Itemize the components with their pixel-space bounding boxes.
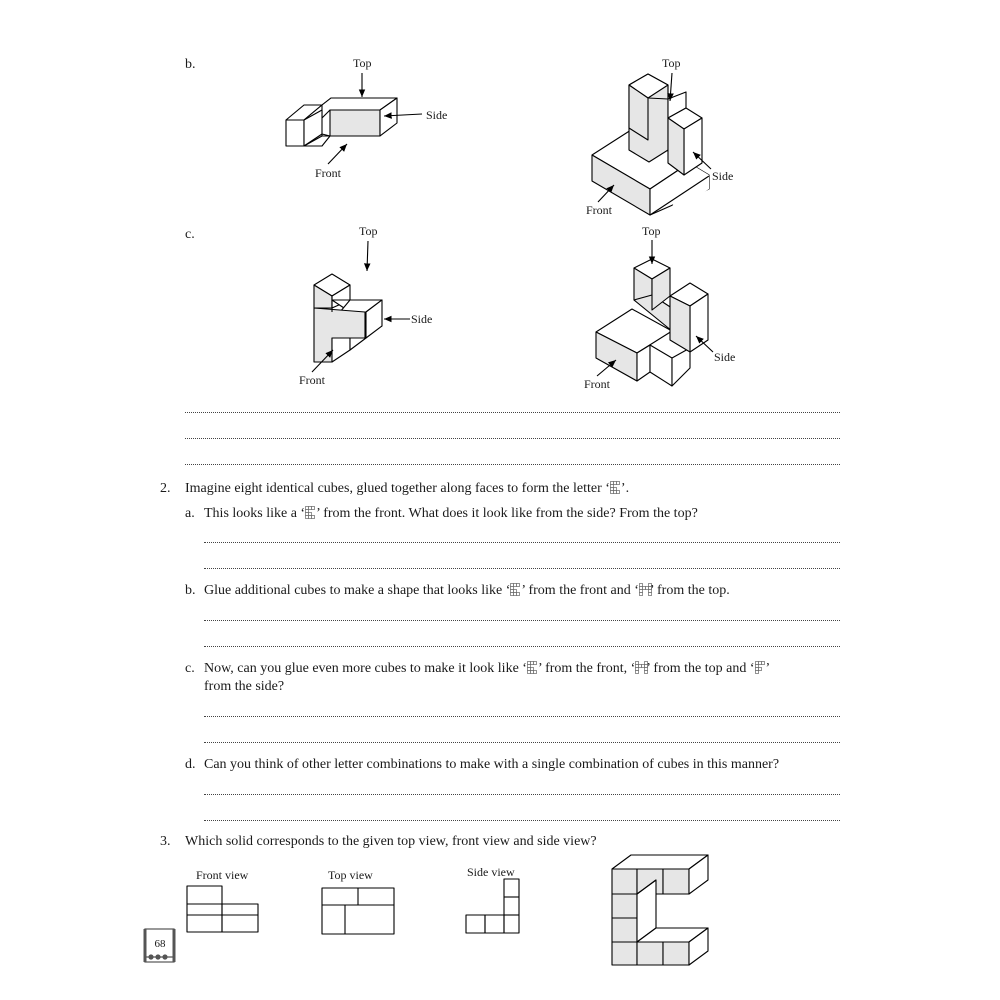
fig-b-left-top-label: Top (353, 56, 372, 70)
answer-line[interactable] (185, 438, 840, 439)
fig-c-right-front-label: Front (584, 377, 611, 391)
fig-c-right-top-label: Top (642, 224, 661, 238)
q2b-text: Glue additional cubes to make a shape that looks like ‘ ’ from the front and ‘ ’ from the top. (204, 583, 730, 598)
q2a-text: This looks like a ‘ ’ from the front. What does it look like from the side? From the top? (204, 506, 698, 521)
q2a-label: a. (185, 506, 195, 521)
answer-line[interactable] (204, 794, 840, 795)
q2b-label: b. (185, 583, 196, 598)
figure-c-right-solid (596, 259, 708, 386)
part-c-label: c. (185, 227, 195, 242)
answer-line[interactable] (204, 542, 840, 543)
fig-b-left-front-label: Front (315, 166, 342, 180)
answer-line[interactable] (204, 620, 840, 621)
letter-e-cube-glyph-icon (305, 506, 316, 519)
fig-c-left-side-label: Side (411, 312, 433, 326)
fig-b-left-side-label: Side (426, 108, 448, 122)
answer-line[interactable] (204, 742, 840, 743)
answer-line[interactable] (185, 464, 840, 465)
fig-b-right-side-label: Side (712, 169, 734, 183)
page-number: 68 (154, 938, 166, 950)
q3-front-view-drawing (187, 886, 258, 932)
q3-number: 3. (160, 834, 171, 849)
letter-e-cube-glyph-icon (510, 583, 521, 596)
q3-top-view-drawing (322, 888, 394, 934)
letter-e-cube-glyph-icon (527, 661, 538, 674)
fig-c-left-front-label: Front (299, 373, 326, 387)
q2c-text: Now, can you glue even more cubes to make it look like ‘ ’ from the front, ‘ ’ from the top and ‘ ’ (204, 661, 771, 676)
q2-number: 2. (160, 481, 171, 496)
fig-b-right-front-label: Front (586, 203, 613, 217)
top-view-caption: Top view (328, 868, 373, 882)
fig-b-right-top-label: Top (662, 56, 681, 70)
side-view-caption: Side view (467, 865, 515, 879)
letter-h-cube-glyph-icon (639, 583, 650, 596)
answer-line[interactable] (204, 568, 840, 569)
answer-line[interactable] (204, 716, 840, 717)
answer-line[interactable] (185, 412, 840, 413)
figure-c-left-solid (314, 274, 382, 362)
q2c-label: c. (185, 661, 195, 676)
answer-line[interactable] (204, 820, 840, 821)
q2d-text: Can you think of other letter combinations to make with a single combination of cubes in this manner? (204, 757, 780, 772)
answer-line[interactable] (204, 646, 840, 647)
figure-b-right-solid (592, 74, 709, 215)
letter-f-cube-glyph-icon (755, 661, 766, 674)
q2c-text-line2: from the side? (204, 679, 285, 694)
fig-c-right-side-label: Side (714, 350, 736, 364)
letter-e-cube-glyph-icon (610, 481, 621, 494)
q2-stem: Imagine eight identical cubes, glued together along faces to form the letter ‘ ’. (185, 481, 630, 496)
q3-text: Which solid corresponds to the given top view, front view and side view? (185, 834, 597, 849)
q2d-label: d. (185, 757, 196, 772)
front-view-caption: Front view (196, 868, 249, 882)
q3-c-shaped-solid (612, 855, 708, 965)
q3-side-view-drawing (466, 879, 519, 933)
figure-b-left-solid (286, 98, 397, 146)
part-b-label: b. (185, 57, 196, 72)
letter-h-cube-glyph-icon (635, 661, 646, 674)
fig-c-left-top-label: Top (359, 224, 378, 238)
